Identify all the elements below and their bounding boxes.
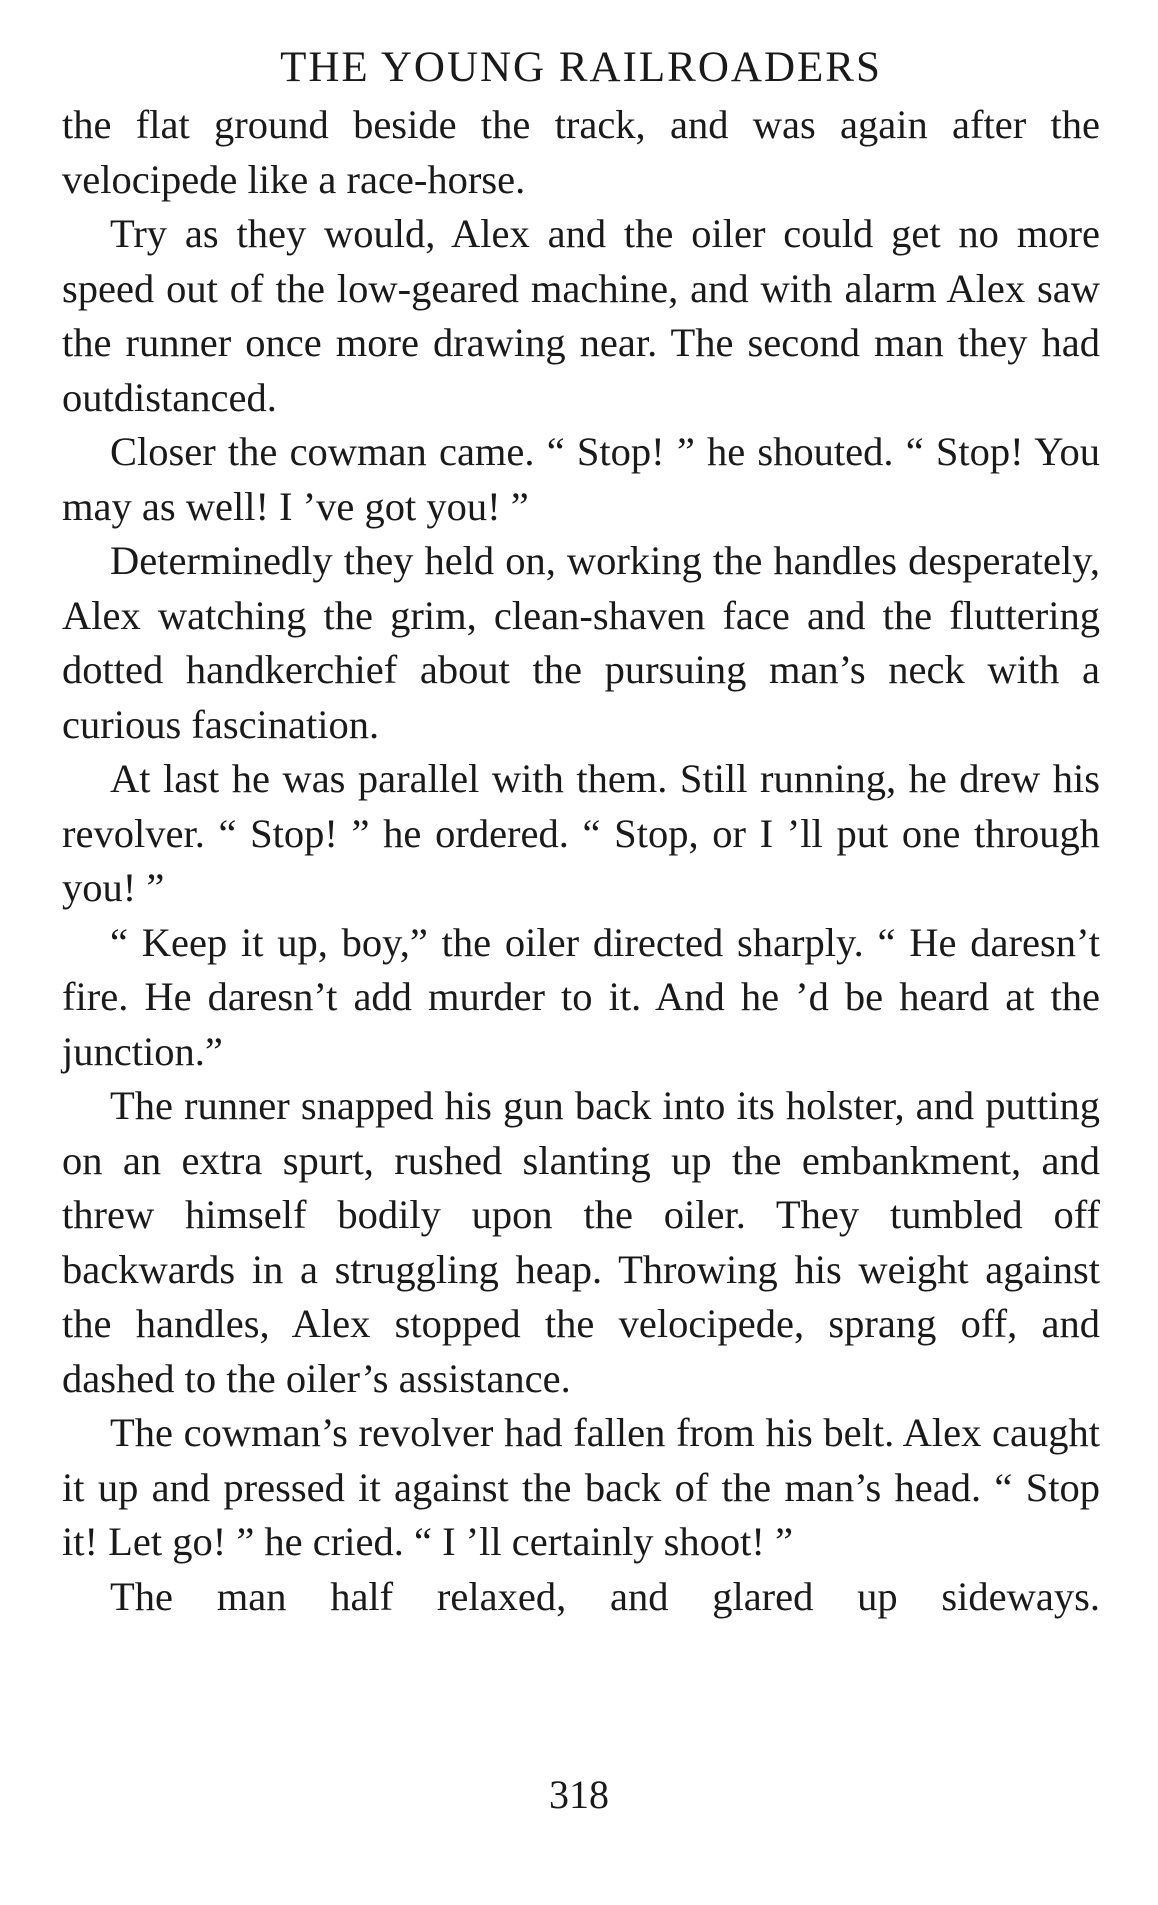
paragraph: Closer the cowman came. “ Stop! ” he shouted. “ Stop! You may as well! I ’ve got you! ” [62, 429, 1100, 529]
body-text [62, 98, 1100, 1624]
paragraph: The runner snapped his gun back into its holster, and putting on an extra spurt, rushed slanting up the embankment, and threw himself bodily upon the oiler. They tumbled off backwards in a struggling heap. Throwing his weight against the handles, Alex stopped the velocipede, sprang off, and dashed to the oiler’s assistance. [62, 1083, 1100, 1401]
paragraph: “ Keep it up, boy,” the oiler directed sharply. “ He daresn’t fire. He daresn’t add murder to it. And he ’d be heard at the junction.” [62, 919, 1100, 1074]
paragraph-continued: the flat ground beside the track, and was again after the velocipede like a race-horse. [62, 102, 1100, 202]
paragraph: Determinedly they held on, working the handles desperately, Alex watching the grim, clean-shaven face and the fluttering dotted handkerchief about the pursuing man’s neck with a curious fascination. [62, 538, 1100, 747]
paragraph: At last he was parallel with them. Still running, he drew his revolver. “ Stop! ” he ordered. “ Stop, or I ’ll put one through you! ” [62, 756, 1100, 910]
paragraph-continues: The man half relaxed, and glared up sideways. [110, 1573, 1100, 1619]
page-number: 318 [549, 1772, 609, 1817]
book-page [62, 40, 1100, 1624]
paragraph: Try as they would, Alex and the oiler could get no more speed out of the low-geared machine, and with alarm Alex saw the runner once more drawing near. The second man they had outdistanced. [62, 211, 1100, 420]
paragraph: The cowman’s revolver had fallen from his belt. Alex caught it up and pressed it against the back of the man’s head. “ Stop it! Let go! ” he cried. “ I ’ll certainly shoot! ” [62, 1410, 1100, 1564]
running-head: THE YOUNG RAILROADERS [280, 44, 882, 91]
